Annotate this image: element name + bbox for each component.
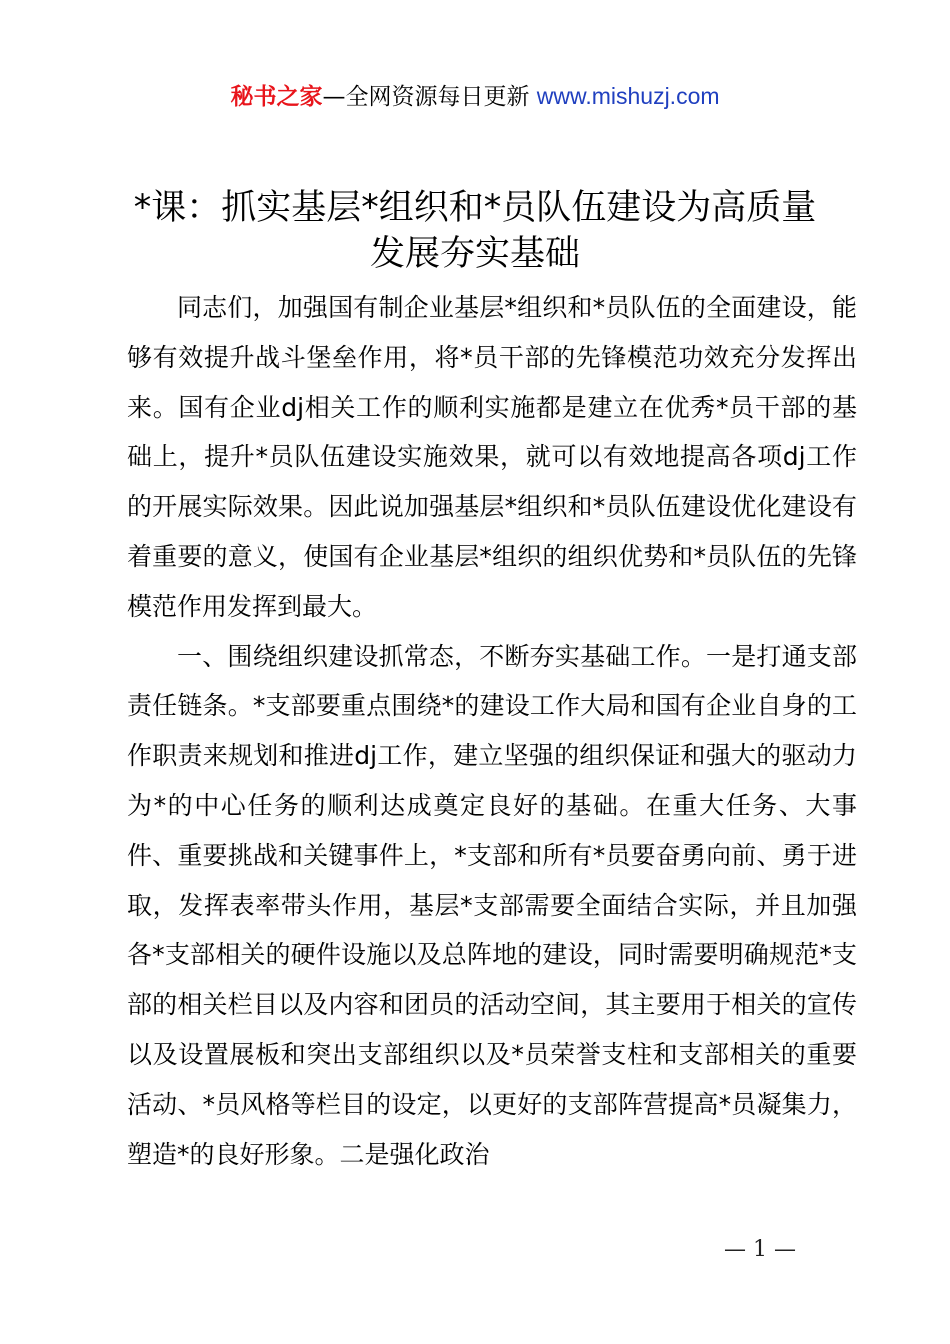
brand-name: 秘书之家 [230,84,323,110]
title-line-1: *课：抓实基层*组织和*员队伍建设为高质量 [133,188,817,228]
document-body [127,283,857,1179]
paragraph-intro: 同志们，加强国有制企业基层*组织和*员队伍的全面建设，能够有效提升战斗堡垒作用，将*员干部的先锋模范功效充分发挥出来。国有企业dj相关工作的顺利实施都是建立在优秀*员干部的基础上，提升*员队伍建设实施效果，就可以有效地提高各项dj工作的开展实际效果。因此说加强基层*组织和*员队伍建设优化建设有着重要的意义，使国有企业基层*组织的组织优势和*员队伍的先锋模范作用发挥到最大。 [127,293,857,621]
title-line-2: 发展夯实基础 [369,234,580,274]
document-title [60,185,890,277]
header-tagline: —全网资源每日更新 [322,84,537,110]
paragraph-section-1: 一、围绕组织建设抓常态，不断夯实基础工作。一是打通支部责任链条。*支部要重点围绕*的建设工作大局和国有企业自身的工作职责来规划和推进dj工作，建立坚强的组织保证和强大的驱动力为*的中心任务的顺利达成奠定良好的基础。在重大任务、大事件、重要挑战和关键事件上，*支部和所有*员要奋勇向前、勇于进取，发挥表率带头作用，基层*支部需要全面结合实际，并且加强各*支部相关的硬件设施以及总阵地的建设，同时需要明确规范*支部的相关栏目以及内容和团员的活动空间，其主要用于相关的宣传以及设置展板和突出支部组织以及*员荣誉支柱和支部相关的重要活动、*员风格等栏目的设定，以更好的支部阵营提高*员凝集力，塑造*的良好形象。二是强化政治 [127,641,857,1169]
page-header [0,80,950,113]
page-number: — 1 — [724,1237,796,1262]
site-url-link[interactable]: www.mishuzj.com [536,83,720,109]
